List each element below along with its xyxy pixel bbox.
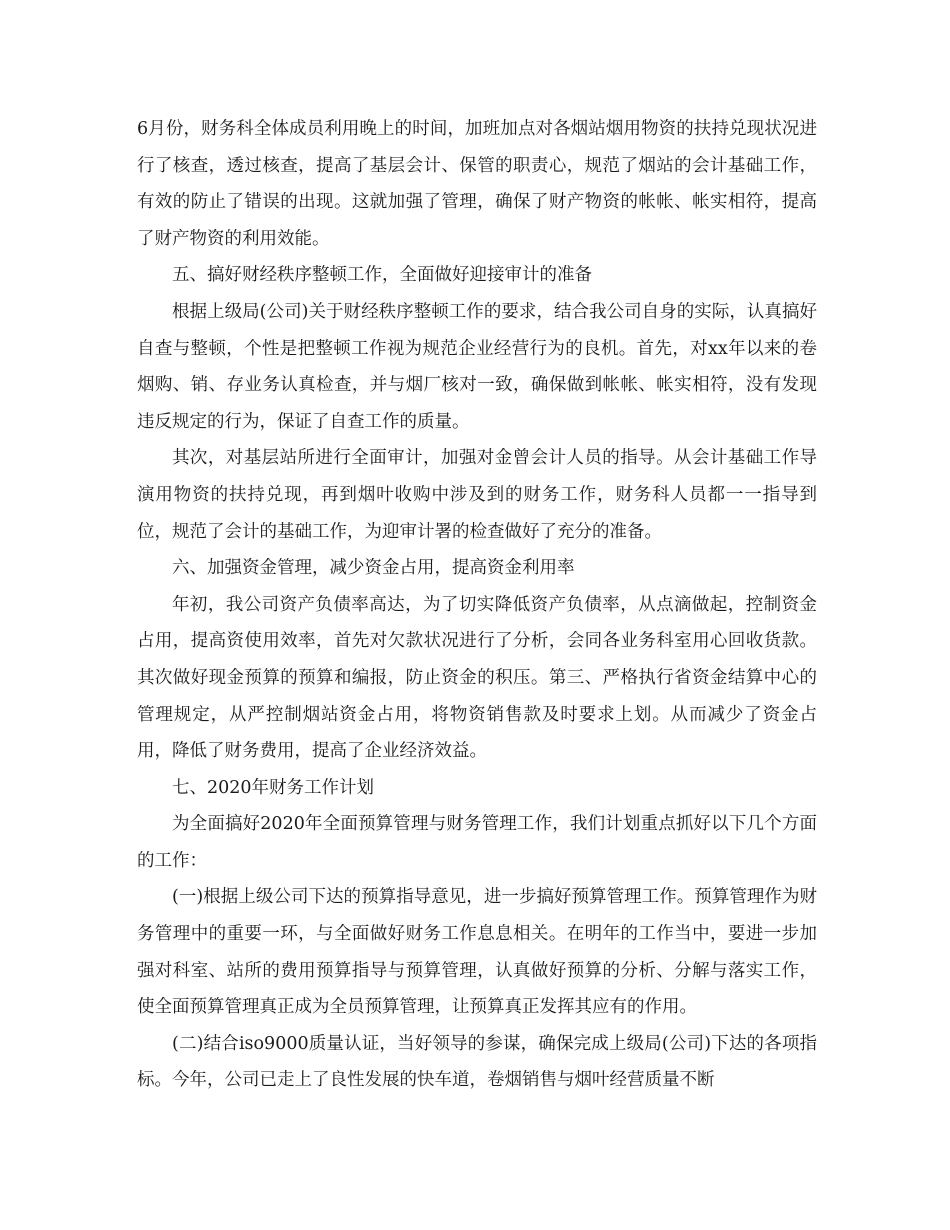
paragraph-2: 根据上级局(公司)关于财经秩序整顿工作的要求，结合我公司自身的实际，认真搞好自查与整顿，个性是把整顿工作视为规范企业经营行为的良机。首先，对xx年以来的卷烟购、销、存业务认真检查，并与烟厂核对一致，确保做到帐帐、帐实相符，没有发现违反规定的行为，保证了自查工作的质量。 [137, 301, 817, 432]
paragraph-5: 为全面搞好2020年全面预算管理与财务管理工作，我们计划重点抓好以下几个方面的工作： [137, 814, 817, 871]
section-heading-5: 五、搞好财经秩序整顿工作，全面做好迎接审计的准备 [172, 265, 592, 286]
section-heading-6: 六、加强资金管理，减少资金占用，提高资金利用率 [172, 558, 575, 579]
paragraph-1: 6月份，财务科全体成员利用晚上的时间，加班加点对各烟站烟用物资的扶持兑现状况进行了核查，透过核查，提高了基层会计、保管的职责心，规范了烟站的会计基础工作，有效的防止了错误的出现。这就加强了管理，确保了财产物资的帐帐、帐实相符，提高了财产物资的利用效能。 [137, 119, 817, 249]
paragraph-7: (二)结合iso9000质量认证，当好领导的参谋，确保完成上级局(公司)下达的各项指标。今年，公司已走上了良性发展的快车道，卷烟销售与烟叶经营质量不断 [137, 1033, 817, 1091]
paragraph-4: 年初，我公司资产负债率高达，为了切实降低资产负债率，从点滴做起，控制资金占用，提高资使用效率，首先对欠款状况进行了分析，会同各业务科室用心回收货款。其次做好现金预算的预算和编报，防止资金的积压。第三、严格执行省资金结算中心的管理规定，从严控制烟站资金占用，将物资销售款及时要求上划。从而减少了资金占用，降低了财务费用，提高了企业经济效益。 [137, 594, 817, 762]
section-heading-7: 七、2020年财务工作计划 [172, 777, 375, 798]
paragraph-3: 其次，对基层站所进行全面审计，加强对金曾会计人员的指导。从会计基础工作导演用物资的扶持兑现，再到烟叶收购中涉及到的财务工作，财务科人员都一一指导到位，规范了会计的基础工作，为迎审计署的检查做好了充分的准备。 [137, 448, 817, 542]
paragraph-6: (一)根据上级公司下达的预算指导意见，进一步搞好预算管理工作。预算管理作为财务管理中的重要一环，与全面做好财务工作息息相关。在明年的工作当中，要进一步加强对科室、站所的费用预算指导与预算管理，认真做好预算的分析、分解与落实工作，使全面预算管理真正成为全员预算管理，让预算真正发挥其应有的作用。 [137, 887, 817, 1018]
document-body [137, 111, 817, 1099]
